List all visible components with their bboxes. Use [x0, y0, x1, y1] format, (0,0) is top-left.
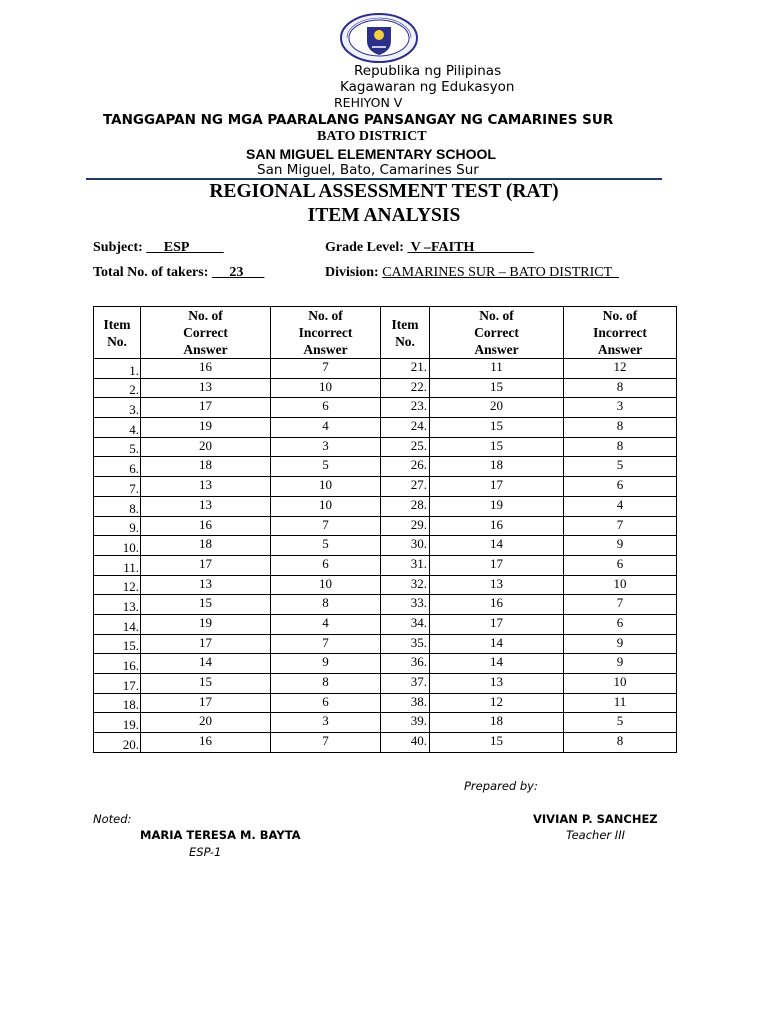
- correct-count-cell: 16: [141, 359, 271, 379]
- incorrect-count-cell: 9: [564, 536, 677, 556]
- item-no-cell: 21.: [381, 359, 430, 379]
- correct-count-cell: 19: [141, 418, 271, 438]
- header-correct-b: No. of Correct Answer: [430, 307, 564, 359]
- item-no-cell: 12.: [94, 575, 141, 595]
- item-no-cell: 25.: [381, 437, 430, 457]
- incorrect-count-cell: 8: [564, 437, 677, 457]
- table-row: [94, 536, 677, 556]
- item-no-cell: 5.: [94, 437, 141, 457]
- incorrect-count-cell: 3: [271, 437, 381, 457]
- incorrect-count-cell: 10: [564, 575, 677, 595]
- correct-count-cell: 14: [430, 634, 564, 654]
- incorrect-count-cell: 7: [564, 595, 677, 615]
- item-no-cell: 32.: [381, 575, 430, 595]
- table-row: [94, 457, 677, 477]
- incorrect-count-cell: 4: [564, 496, 677, 516]
- correct-count-cell: 14: [430, 536, 564, 556]
- correct-count-cell: 18: [430, 457, 564, 477]
- incorrect-count-cell: 10: [271, 378, 381, 398]
- incorrect-count-cell: 5: [564, 713, 677, 733]
- correct-count-cell: 17: [141, 555, 271, 575]
- correct-count-cell: 16: [430, 595, 564, 615]
- header-incorrect-b: No. of Incorrect Answer: [564, 307, 677, 359]
- division-value: CAMARINES SUR – BATO DISTRICT: [382, 265, 612, 280]
- item-no-cell: 7.: [94, 477, 141, 497]
- division-field: [325, 265, 619, 281]
- table-row: [94, 516, 677, 536]
- item-no-cell: 27.: [381, 477, 430, 497]
- correct-count-cell: 18: [430, 713, 564, 733]
- item-no-cell: 28.: [381, 496, 430, 516]
- title-line-1: REGIONAL ASSESSMENT TEST (RAT): [209, 181, 559, 202]
- item-no-cell: 9.: [94, 516, 141, 536]
- correct-count-cell: 19: [141, 614, 271, 634]
- item-no-cell: 26.: [381, 457, 430, 477]
- incorrect-count-cell: 6: [271, 398, 381, 418]
- item-no-cell: 39.: [381, 713, 430, 733]
- correct-count-cell: 20: [430, 398, 564, 418]
- correct-count-cell: 14: [430, 654, 564, 674]
- correct-count-cell: 15: [430, 418, 564, 438]
- department-line: Kagawaran ng Edukasyon: [340, 79, 515, 95]
- district-line: BATO DISTRICT: [317, 129, 427, 144]
- table-row: [94, 477, 677, 497]
- correct-count-cell: 20: [141, 437, 271, 457]
- grade-value: V –FAITH: [410, 240, 475, 255]
- table-row: [94, 693, 677, 713]
- item-no-cell: 34.: [381, 614, 430, 634]
- item-no-cell: 13.: [94, 595, 141, 615]
- incorrect-count-cell: 12: [564, 359, 677, 379]
- incorrect-count-cell: 7: [271, 359, 381, 379]
- item-no-cell: 14.: [94, 614, 141, 634]
- incorrect-count-cell: 9: [564, 634, 677, 654]
- correct-count-cell: 13: [141, 496, 271, 516]
- header-divider: [86, 178, 662, 180]
- incorrect-count-cell: 8: [564, 418, 677, 438]
- item-no-cell: 31.: [381, 555, 430, 575]
- correct-count-cell: 14: [141, 654, 271, 674]
- incorrect-count-cell: 7: [271, 634, 381, 654]
- header-incorrect-a: No. of Incorrect Answer: [271, 307, 381, 359]
- correct-count-cell: 13: [141, 378, 271, 398]
- subject-field: [93, 240, 224, 256]
- table-row: [94, 575, 677, 595]
- table-row: [94, 496, 677, 516]
- table-row: [94, 634, 677, 654]
- item-no-cell: 18.: [94, 693, 141, 713]
- item-no-cell: 4.: [94, 418, 141, 438]
- item-no-cell: 33.: [381, 595, 430, 615]
- item-no-cell: 20.: [94, 733, 141, 753]
- item-no-cell: 22.: [381, 378, 430, 398]
- grade-label: Grade Level:: [325, 240, 404, 255]
- noter-name: MARIA TERESA M. BAYTA: [140, 828, 301, 842]
- correct-count-cell: 15: [430, 733, 564, 753]
- grade-level-field: [325, 240, 534, 256]
- correct-count-cell: 18: [141, 457, 271, 477]
- incorrect-count-cell: 6: [271, 693, 381, 713]
- correct-count-cell: 17: [141, 634, 271, 654]
- school-address: San Miguel, Bato, Camarines Sur: [257, 162, 479, 178]
- correct-count-cell: 13: [430, 575, 564, 595]
- takers-value-wrap: [212, 265, 265, 280]
- grade-value-wrap: [407, 240, 533, 255]
- incorrect-count-cell: 10: [271, 575, 381, 595]
- table-row: [94, 378, 677, 398]
- item-no-cell: 16.: [94, 654, 141, 674]
- item-no-cell: 19.: [94, 713, 141, 733]
- correct-count-cell: 16: [141, 733, 271, 753]
- incorrect-count-cell: 10: [271, 496, 381, 516]
- incorrect-count-cell: 8: [271, 595, 381, 615]
- header-item-no-b: Item No.: [381, 307, 430, 359]
- correct-count-cell: 17: [430, 477, 564, 497]
- correct-count-cell: 12: [430, 693, 564, 713]
- table-row: [94, 555, 677, 575]
- item-no-cell: 35.: [381, 634, 430, 654]
- table-row: [94, 418, 677, 438]
- office-line: TANGGAPAN NG MGA PAARALANG PANSANGAY NG CAMARINES SUR: [103, 112, 614, 128]
- correct-count-cell: 13: [430, 674, 564, 694]
- table-row: [94, 674, 677, 694]
- table-row: [94, 595, 677, 615]
- header-correct-a: No. of Correct Answer: [141, 307, 271, 359]
- incorrect-count-cell: 7: [271, 733, 381, 753]
- correct-count-cell: 20: [141, 713, 271, 733]
- item-no-cell: 6.: [94, 457, 141, 477]
- incorrect-count-cell: 6: [271, 555, 381, 575]
- incorrect-count-cell: 8: [271, 674, 381, 694]
- item-no-cell: 30.: [381, 536, 430, 556]
- incorrect-count-cell: 8: [564, 733, 677, 753]
- incorrect-count-cell: 10: [564, 674, 677, 694]
- correct-count-cell: 16: [141, 516, 271, 536]
- title-line-2: ITEM ANALYSIS: [307, 205, 461, 226]
- subject-label: Subject:: [93, 240, 143, 255]
- item-no-cell: 36.: [381, 654, 430, 674]
- takers-field: [93, 265, 264, 281]
- correct-count-cell: 17: [430, 614, 564, 634]
- table-row: [94, 614, 677, 634]
- item-no-cell: 40.: [381, 733, 430, 753]
- item-no-cell: 17.: [94, 674, 141, 694]
- division-label: Division:: [325, 265, 379, 280]
- correct-count-cell: 13: [141, 575, 271, 595]
- preparer-name: VIVIAN P. SANCHEZ: [533, 812, 658, 826]
- incorrect-count-cell: 5: [271, 457, 381, 477]
- incorrect-count-cell: 4: [271, 614, 381, 634]
- item-no-cell: 2.: [94, 378, 141, 398]
- item-no-cell: 15.: [94, 634, 141, 654]
- item-analysis-table: [93, 306, 677, 753]
- table-row: [94, 437, 677, 457]
- item-no-cell: 8.: [94, 496, 141, 516]
- item-no-cell: 3.: [94, 398, 141, 418]
- incorrect-count-cell: 4: [271, 418, 381, 438]
- correct-count-cell: 15: [141, 674, 271, 694]
- correct-count-cell: 15: [141, 595, 271, 615]
- item-no-cell: 29.: [381, 516, 430, 536]
- incorrect-count-cell: 9: [564, 654, 677, 674]
- item-no-cell: 10.: [94, 536, 141, 556]
- table-row: [94, 654, 677, 674]
- correct-count-cell: 16: [430, 516, 564, 536]
- correct-count-cell: 17: [141, 693, 271, 713]
- subject-value: ESP: [163, 240, 189, 255]
- item-no-cell: 24.: [381, 418, 430, 438]
- incorrect-count-cell: 3: [564, 398, 677, 418]
- correct-count-cell: 15: [430, 378, 564, 398]
- prepared-by-label: Prepared by:: [464, 779, 538, 793]
- table-row: [94, 398, 677, 418]
- table-row: [94, 713, 677, 733]
- deped-seal-icon: [339, 13, 419, 63]
- table-row: [94, 733, 677, 753]
- correct-count-cell: 18: [141, 536, 271, 556]
- incorrect-count-cell: 9: [271, 654, 381, 674]
- correct-count-cell: 15: [430, 437, 564, 457]
- incorrect-count-cell: 5: [564, 457, 677, 477]
- noted-label: Noted:: [93, 812, 132, 826]
- correct-count-cell: 17: [430, 555, 564, 575]
- takers-label: Total No. of takers:: [93, 265, 209, 280]
- division-value-wrap: [382, 265, 619, 280]
- republic-line: Republika ng Pilipinas: [354, 63, 502, 79]
- table-row: [94, 359, 677, 379]
- incorrect-count-cell: 5: [271, 536, 381, 556]
- incorrect-count-cell: 8: [564, 378, 677, 398]
- table-body: [94, 359, 677, 753]
- school-name: SAN MIGUEL ELEMENTARY SCHOOL: [246, 146, 496, 162]
- item-no-cell: 1.: [94, 359, 141, 379]
- correct-count-cell: 11: [430, 359, 564, 379]
- correct-count-cell: 13: [141, 477, 271, 497]
- preparer-title: Teacher III: [566, 828, 625, 842]
- incorrect-count-cell: 7: [271, 516, 381, 536]
- takers-value: 23: [229, 265, 244, 280]
- header-item-no-a: Item No.: [94, 307, 141, 359]
- incorrect-count-cell: 10: [271, 477, 381, 497]
- incorrect-count-cell: 3: [271, 713, 381, 733]
- incorrect-count-cell: 6: [564, 477, 677, 497]
- table-header-row: [94, 307, 677, 359]
- correct-count-cell: 19: [430, 496, 564, 516]
- item-no-cell: 37.: [381, 674, 430, 694]
- item-no-cell: 11.: [94, 555, 141, 575]
- subject-value-wrap: [146, 240, 223, 255]
- incorrect-count-cell: 6: [564, 555, 677, 575]
- correct-count-cell: 17: [141, 398, 271, 418]
- incorrect-count-cell: 11: [564, 693, 677, 713]
- incorrect-count-cell: 7: [564, 516, 677, 536]
- region-line: REHIYON V: [334, 95, 403, 110]
- incorrect-count-cell: 6: [564, 614, 677, 634]
- item-no-cell: 23.: [381, 398, 430, 418]
- noter-title: ESP-1: [189, 845, 222, 859]
- item-no-cell: 38.: [381, 693, 430, 713]
